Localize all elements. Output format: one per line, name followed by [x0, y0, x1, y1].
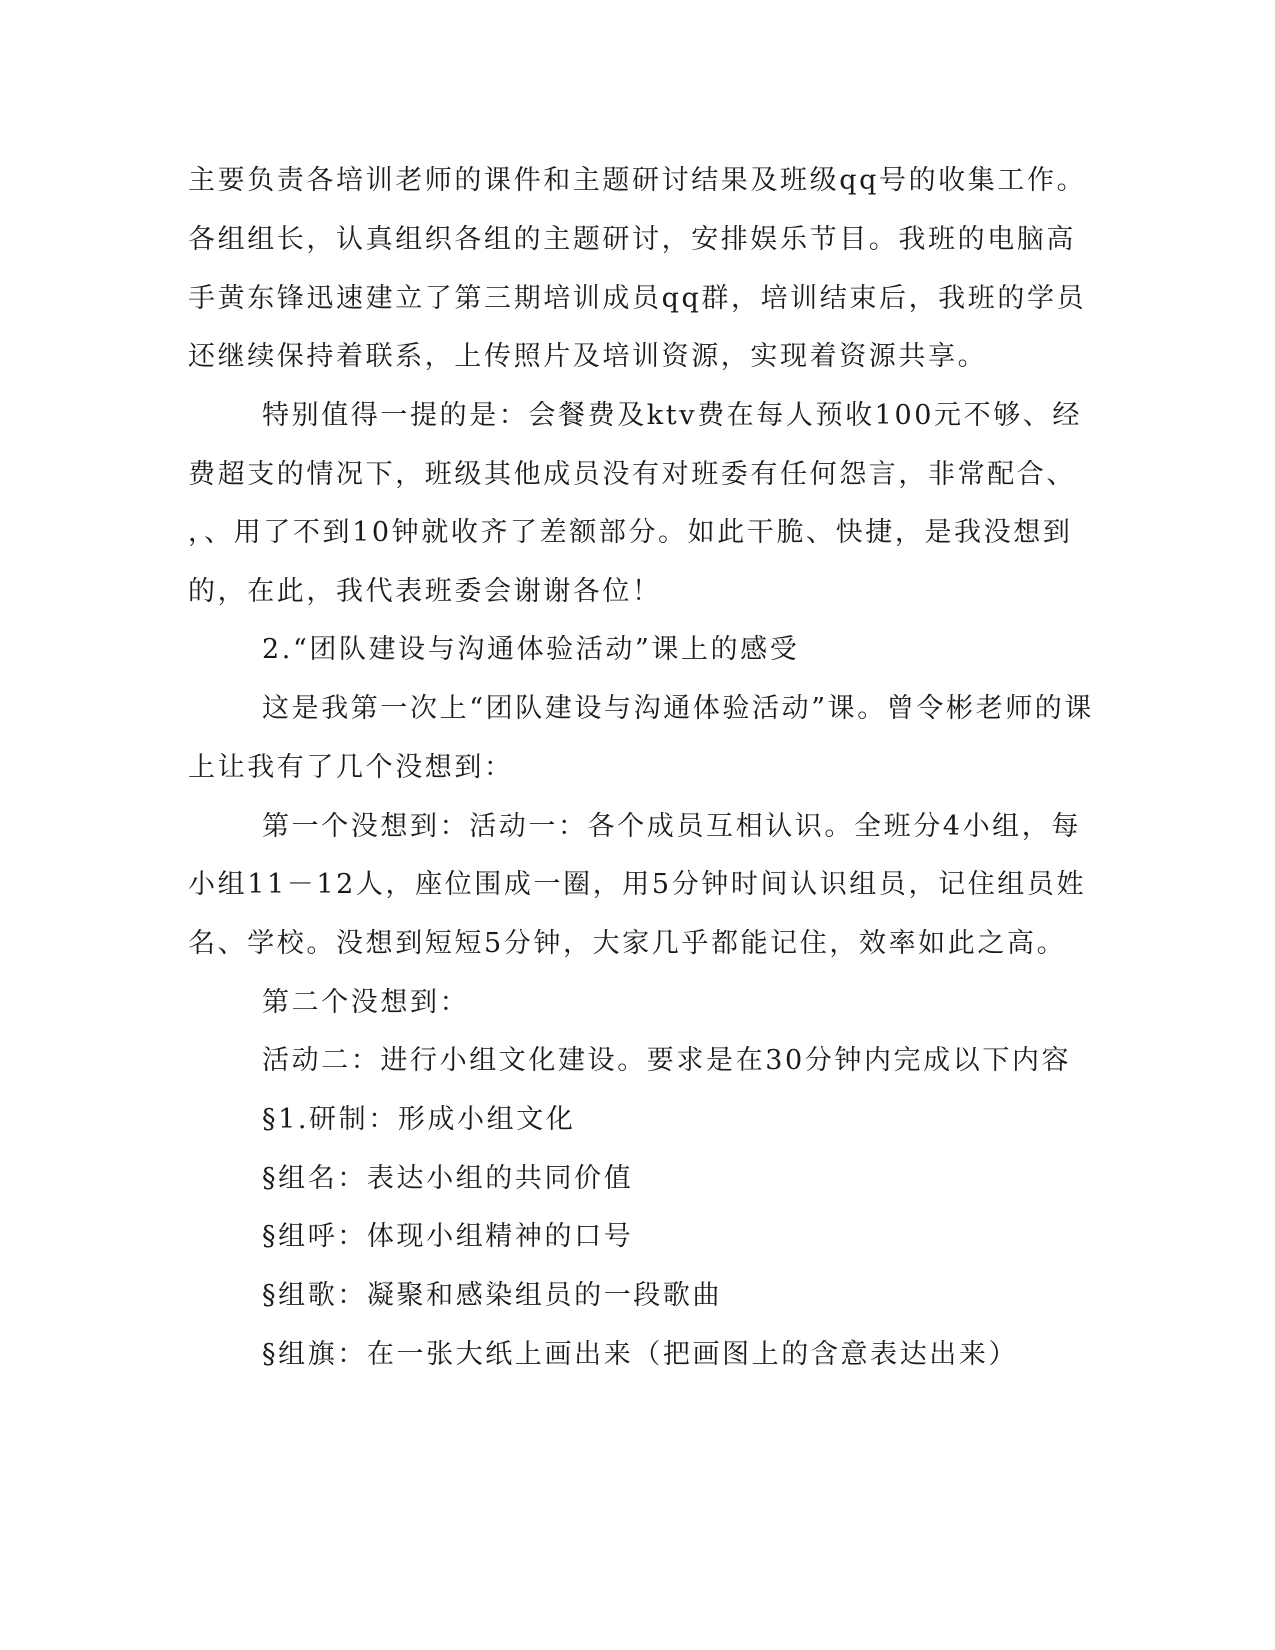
text-line: 还继续保持着联系，上传照片及培训资源，实现着资源共享。	[188, 341, 988, 372]
text-line: 各组组长，认真组织各组的主题研讨，安排娱乐节目。我班的电脑高	[188, 224, 1076, 255]
text-line: 小组11－12人，座位围成一圈，用5分钟时间认识组员，记住组员姓	[188, 869, 1087, 900]
text-line: 费超支的情况下，班级其他成员没有对班委有任何怨言，非常配合、	[188, 459, 1076, 490]
text-line: 第一个没想到：活动一：各个成员互相认识。全班分4小组，每	[262, 811, 1081, 842]
list-item: §组歌：凝聚和感染组员的一段歌曲	[262, 1280, 723, 1311]
list-item: §1.研制：形成小组文化	[262, 1104, 576, 1135]
text-line: 上让我有了几个没想到：	[188, 752, 514, 783]
list-item: §组呼：体现小组精神的口号	[262, 1221, 634, 1252]
text-line: 手黄东锋迅速建立了第三期培训成员qq群，培训结束后，我班的学员	[188, 283, 1087, 314]
text-line: 名、学校。没想到短短5分钟，大家几乎都能记住，效率如此之高。	[188, 928, 1067, 959]
list-item: §组名：表达小组的共同价值	[262, 1163, 634, 1194]
text-line: 的，在此，我代表班委会谢谢各位！	[188, 576, 662, 607]
list-item: §组旗：在一张大纸上画出来（把画图上的含意表达出来）	[262, 1339, 1019, 1370]
text-line: 活动二：进行小组文化建设。要求是在30分钟内完成以下内容	[262, 1045, 1072, 1076]
section-heading: 2.“团队建设与沟通体验活动”课上的感受	[262, 634, 800, 665]
text-line: 主要负责各培训老师的课件和主题研讨结果及班级qq号的收集工作。	[188, 165, 1087, 196]
text-line: 第二个没想到：	[262, 987, 470, 1018]
text-line: 特别值得一提的是：会餐费及ktv费在每人预收100元不够、经	[262, 400, 1082, 431]
text-line: 这是我第一次上“团队建设与沟通体验活动”课。曾令彬老师的课	[262, 693, 1095, 724]
text-line: ，、用了不到10钟就收齐了差额部分。如此干脆、快捷，是我没想到	[188, 517, 1073, 548]
